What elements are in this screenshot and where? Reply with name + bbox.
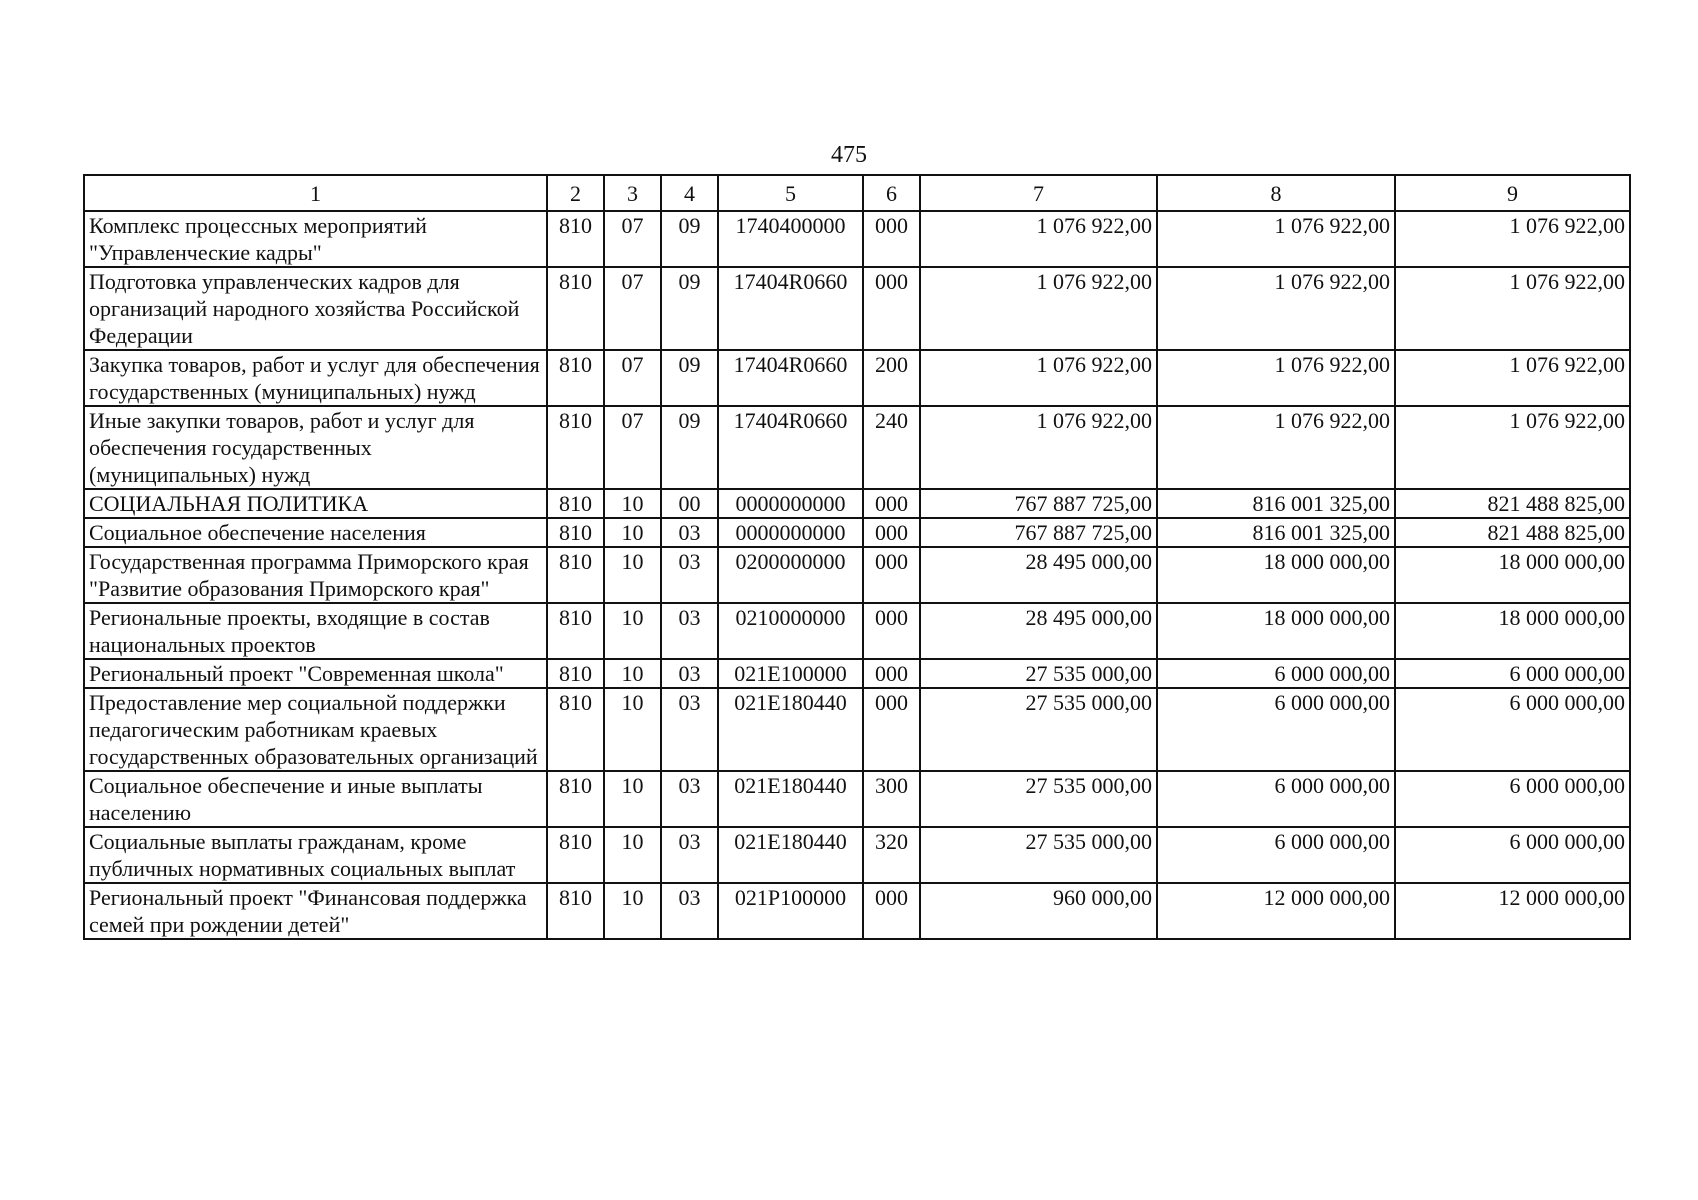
column-header-9: 9 xyxy=(1395,175,1630,211)
row-code-5: 17404R0660 xyxy=(718,406,863,489)
row-amount-7: 27 535 000,00 xyxy=(920,771,1157,827)
row-name: Региональный проект "Финансовая поддержка семей при рождении детей" xyxy=(84,883,547,939)
row-name: Иные закупки товаров, работ и услуг для обеспечения государственных (муниципальных) нужд xyxy=(84,406,547,489)
row-code-2: 810 xyxy=(547,518,604,547)
column-header-1: 1 xyxy=(84,175,547,211)
column-header-2: 2 xyxy=(547,175,604,211)
row-code-2: 810 xyxy=(547,489,604,518)
row-code-6: 320 xyxy=(863,827,920,883)
row-amount-7: 28 495 000,00 xyxy=(920,547,1157,603)
row-code-4: 09 xyxy=(661,350,718,406)
row-code-2: 810 xyxy=(547,883,604,939)
row-code-4: 03 xyxy=(661,547,718,603)
row-amount-8: 18 000 000,00 xyxy=(1157,547,1395,603)
row-code-4: 03 xyxy=(661,688,718,771)
row-code-6: 000 xyxy=(863,518,920,547)
table-row xyxy=(84,883,1630,939)
table-row xyxy=(84,659,1630,688)
row-code-5: 021E180440 xyxy=(718,771,863,827)
row-code-4: 03 xyxy=(661,659,718,688)
row-name: Государственная программа Приморского края "Развитие образования Приморского края" xyxy=(84,547,547,603)
row-code-6: 000 xyxy=(863,489,920,518)
row-amount-9: 821 488 825,00 xyxy=(1395,489,1630,518)
row-amount-7: 767 887 725,00 xyxy=(920,489,1157,518)
row-code-2: 810 xyxy=(547,406,604,489)
table-row xyxy=(84,827,1630,883)
row-code-6: 000 xyxy=(863,659,920,688)
row-code-4: 03 xyxy=(661,883,718,939)
row-code-2: 810 xyxy=(547,659,604,688)
table-header xyxy=(84,175,1630,211)
row-name: Предоставление мер социальной поддержки педагогическим работникам краевых государственных образовательных организаций xyxy=(84,688,547,771)
row-amount-9: 821 488 825,00 xyxy=(1395,518,1630,547)
row-code-4: 03 xyxy=(661,518,718,547)
row-code-4: 09 xyxy=(661,406,718,489)
row-code-5: 0000000000 xyxy=(718,489,863,518)
row-code-3: 10 xyxy=(604,518,661,547)
row-amount-8: 1 076 922,00 xyxy=(1157,350,1395,406)
table-row xyxy=(84,489,1630,518)
row-code-5: 021E180440 xyxy=(718,688,863,771)
column-header-6: 6 xyxy=(863,175,920,211)
row-code-3: 10 xyxy=(604,659,661,688)
row-amount-7: 767 887 725,00 xyxy=(920,518,1157,547)
column-header-3: 3 xyxy=(604,175,661,211)
row-code-3: 10 xyxy=(604,883,661,939)
row-code-3: 10 xyxy=(604,547,661,603)
row-amount-9: 6 000 000,00 xyxy=(1395,827,1630,883)
row-amount-9: 1 076 922,00 xyxy=(1395,267,1630,350)
row-code-4: 03 xyxy=(661,827,718,883)
row-code-5: 17404R0660 xyxy=(718,267,863,350)
row-code-2: 810 xyxy=(547,211,604,267)
column-header-8: 8 xyxy=(1157,175,1395,211)
table-row xyxy=(84,350,1630,406)
row-name: СОЦИАЛЬНАЯ ПОЛИТИКА xyxy=(84,489,547,518)
row-code-2: 810 xyxy=(547,688,604,771)
row-code-6: 000 xyxy=(863,267,920,350)
row-name: Социальные выплаты гражданам, кроме публичных нормативных социальных выплат xyxy=(84,827,547,883)
row-code-4: 09 xyxy=(661,211,718,267)
row-name: Закупка товаров, работ и услуг для обеспечения государственных (муниципальных) нужд xyxy=(84,350,547,406)
row-code-6: 300 xyxy=(863,771,920,827)
table-row xyxy=(84,547,1630,603)
row-amount-7: 960 000,00 xyxy=(920,883,1157,939)
row-code-5: 021P100000 xyxy=(718,883,863,939)
row-code-2: 810 xyxy=(547,267,604,350)
row-code-2: 810 xyxy=(547,771,604,827)
header-row xyxy=(84,175,1630,211)
row-code-3: 07 xyxy=(604,211,661,267)
row-amount-9: 6 000 000,00 xyxy=(1395,771,1630,827)
row-amount-7: 1 076 922,00 xyxy=(920,267,1157,350)
row-amount-7: 1 076 922,00 xyxy=(920,350,1157,406)
row-code-2: 810 xyxy=(547,547,604,603)
column-header-4: 4 xyxy=(661,175,718,211)
table-body xyxy=(84,211,1630,939)
row-name: Социальное обеспечение населения xyxy=(84,518,547,547)
row-amount-8: 816 001 325,00 xyxy=(1157,518,1395,547)
row-amount-9: 1 076 922,00 xyxy=(1395,350,1630,406)
budget-table xyxy=(83,174,1631,940)
row-code-4: 03 xyxy=(661,603,718,659)
row-code-6: 000 xyxy=(863,883,920,939)
table-row xyxy=(84,771,1630,827)
table-row xyxy=(84,267,1630,350)
row-code-6: 200 xyxy=(863,350,920,406)
row-code-2: 810 xyxy=(547,350,604,406)
row-code-3: 10 xyxy=(604,603,661,659)
row-code-2: 810 xyxy=(547,603,604,659)
row-code-5: 17404R0660 xyxy=(718,350,863,406)
row-code-4: 00 xyxy=(661,489,718,518)
row-amount-7: 27 535 000,00 xyxy=(920,688,1157,771)
row-amount-8: 6 000 000,00 xyxy=(1157,827,1395,883)
row-amount-7: 27 535 000,00 xyxy=(920,659,1157,688)
row-code-3: 07 xyxy=(604,350,661,406)
row-name: Социальное обеспечение и иные выплаты населению xyxy=(84,771,547,827)
row-amount-9: 6 000 000,00 xyxy=(1395,688,1630,771)
row-code-5: 021E180440 xyxy=(718,827,863,883)
row-amount-8: 6 000 000,00 xyxy=(1157,688,1395,771)
row-code-3: 07 xyxy=(604,406,661,489)
row-code-5: 1740400000 xyxy=(718,211,863,267)
row-code-3: 10 xyxy=(604,771,661,827)
row-code-6: 000 xyxy=(863,547,920,603)
row-amount-9: 18 000 000,00 xyxy=(1395,603,1630,659)
row-name: Региональные проекты, входящие в состав национальных проектов xyxy=(84,603,547,659)
row-amount-9: 1 076 922,00 xyxy=(1395,406,1630,489)
row-code-6: 240 xyxy=(863,406,920,489)
table-row xyxy=(84,688,1630,771)
row-amount-7: 1 076 922,00 xyxy=(920,406,1157,489)
row-amount-7: 28 495 000,00 xyxy=(920,603,1157,659)
row-code-3: 10 xyxy=(604,827,661,883)
table-row xyxy=(84,406,1630,489)
row-code-5: 0210000000 xyxy=(718,603,863,659)
row-name: Подготовка управленческих кадров для организаций народного хозяйства Российской Федерации xyxy=(84,267,547,350)
row-amount-9: 18 000 000,00 xyxy=(1395,547,1630,603)
table-row xyxy=(84,211,1630,267)
row-name: Комплекс процессных мероприятий "Управленческие кадры" xyxy=(84,211,547,267)
row-amount-8: 18 000 000,00 xyxy=(1157,603,1395,659)
table-row xyxy=(84,603,1630,659)
row-code-5: 021E100000 xyxy=(718,659,863,688)
row-code-3: 10 xyxy=(604,489,661,518)
page-number: 475 xyxy=(831,142,867,168)
table-row xyxy=(84,518,1630,547)
row-code-3: 07 xyxy=(604,267,661,350)
row-amount-7: 27 535 000,00 xyxy=(920,827,1157,883)
row-amount-8: 6 000 000,00 xyxy=(1157,659,1395,688)
column-header-7: 7 xyxy=(920,175,1157,211)
row-code-6: 000 xyxy=(863,603,920,659)
row-amount-8: 1 076 922,00 xyxy=(1157,406,1395,489)
row-name: Региональный проект "Современная школа" xyxy=(84,659,547,688)
row-code-4: 09 xyxy=(661,267,718,350)
row-code-3: 10 xyxy=(604,688,661,771)
row-code-6: 000 xyxy=(863,688,920,771)
row-code-5: 0000000000 xyxy=(718,518,863,547)
row-amount-9: 1 076 922,00 xyxy=(1395,211,1630,267)
row-amount-9: 12 000 000,00 xyxy=(1395,883,1630,939)
row-code-6: 000 xyxy=(863,211,920,267)
row-amount-9: 6 000 000,00 xyxy=(1395,659,1630,688)
column-header-5: 5 xyxy=(718,175,863,211)
row-amount-8: 6 000 000,00 xyxy=(1157,771,1395,827)
row-amount-7: 1 076 922,00 xyxy=(920,211,1157,267)
row-amount-8: 816 001 325,00 xyxy=(1157,489,1395,518)
row-code-5: 0200000000 xyxy=(718,547,863,603)
row-amount-8: 1 076 922,00 xyxy=(1157,267,1395,350)
row-amount-8: 12 000 000,00 xyxy=(1157,883,1395,939)
row-code-2: 810 xyxy=(547,827,604,883)
row-amount-8: 1 076 922,00 xyxy=(1157,211,1395,267)
row-code-4: 03 xyxy=(661,771,718,827)
